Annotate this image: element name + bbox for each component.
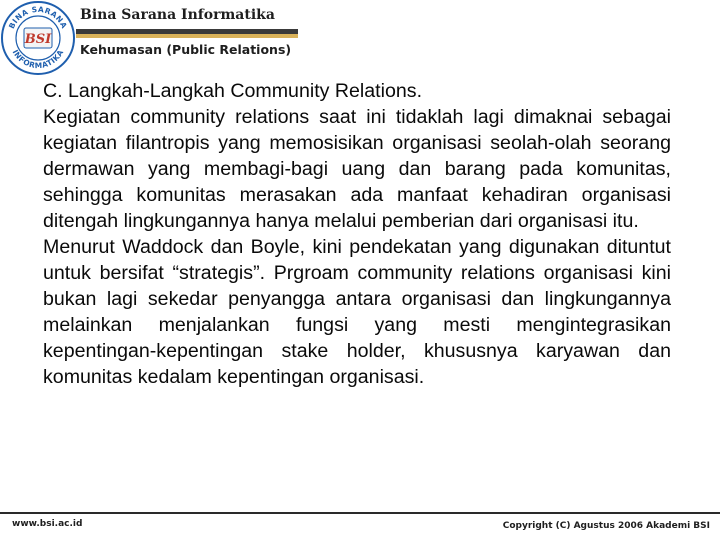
logo-monogram: BSI — [24, 32, 52, 47]
org-name: Bina Sarana Informatika — [80, 7, 275, 23]
footer-divider — [0, 512, 720, 514]
bsi-logo — [0, 0, 76, 76]
header-band — [76, 29, 298, 38]
department-title: Kehumasan (Public Relations) — [80, 42, 292, 57]
paragraph-1: Kegiatan community relations saat ini tidaklah lagi dimaknai sebagai kegiatan filantropis yang memosisikan organisasi seolah-olah seorang dermawan yang membagi-bagi uang dan barang pada komunitas, sehingga komunitas merasakan ada manfaat kehadiran organisasi ditengah lingkungannya hanya melalui pemberian dari organisasi itu. — [43, 106, 671, 232]
footer-copyright: Copyright (C) Agustus 2006 Akademi BSI — [502, 521, 710, 531]
section-heading: C. Langkah-Langkah Community Relations. — [43, 80, 423, 102]
slide-content — [43, 78, 671, 390]
footer-website: www.bsi.ac.id — [12, 519, 83, 529]
logo-text-bottom: INFORMATIKA — [10, 48, 66, 71]
paragraph-2: Menurut Waddock dan Boyle, kini pendekatan yang digunakan dituntut untuk bersifat “strategis”. Prgroam community relations organisasi kini bukan lagi sekedar penyangga antara organisasi dan lingkungannya melainkan menjalankan fungsi yang mesti mengintegrasikan kepentingan-kepentingan stake holder, khususnya karyawan dan komunitas kedalam kepentingan organisasi. — [43, 236, 671, 388]
logo-text-top: BINA SARANA — [7, 4, 69, 31]
header-band-gold — [76, 34, 298, 38]
